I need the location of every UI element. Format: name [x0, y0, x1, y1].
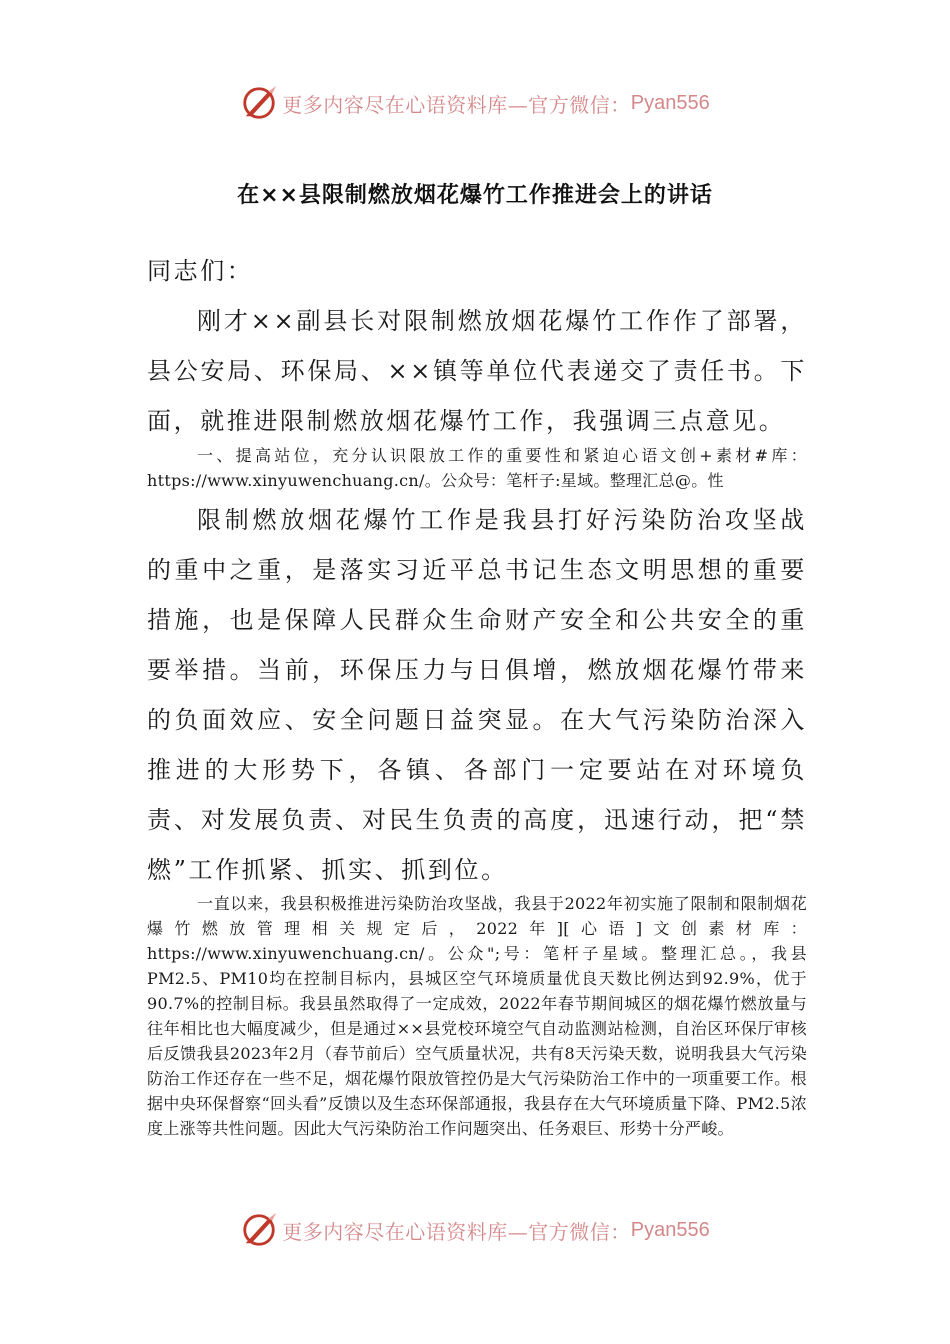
- banner-wechat-id: Pyan556: [630, 1218, 710, 1241]
- header-banner: [0, 83, 950, 123]
- document-title: 在××县限制燃放烟花爆竹工作推进会上的讲话: [237, 183, 713, 208]
- banner-wechat-id: Pyan556: [630, 91, 710, 114]
- quill-logo-icon: [240, 84, 278, 122]
- paragraph-status: 一直以来，我县积极推进污染防治攻坚战，我县于2022年初实施了限制和限制烟花爆竹燃放管理相关规定后，2022年][心语]文创素材库：https://www.xinyuwenchuang.cn/。公众";号：笔杆子星域。整理汇总。，我县PM2.5、PM10均在控制目标内，县城区空气环境质量优良天数比例达到92.9%，优于90.7%的控制目标。我县虽然取得了一定成效，2022年春节期间城区的烟花爆竹燃放量与往年相比也大幅度减少，但是通过××县党校环境空气自动监测站检测，自治区环保厅审核后反馈我县2023年2月（春节前后）空气质量状况，共有8天污染天数，说明我县大气污染防治工作还存在一些不足，烟花爆竹限放管控仍是大气污染防治工作中的一项重要工作。根据中央环保督察“回头看”反馈以及生态环保部通报，我县存在大气环境质量下降、PM2.5浓度上涨等共性问题。因此大气污染防治工作问题突出、任务艰巨、形势十分严峻。: [147, 894, 807, 1138]
- banner-text: 更多内容尽在心语资料库—官方微信：: [282, 1219, 631, 1244]
- banner-text: 更多内容尽在心语资料库—官方微信：: [282, 92, 631, 117]
- quill-logo-icon: [240, 1211, 278, 1249]
- salutation: 同志们：: [147, 257, 254, 285]
- section-heading-1: 一、提高站位，充分认识限放工作的重要性和紧迫心语文创+素材#库：https://www.xinyuwenchuang.cn/。公众号：笔杆子:星域。整理汇总@。性: [147, 446, 807, 490]
- paragraph-intro: 刚才××副县长对限制燃放烟花爆竹工作作了部署，县公安局、环保局、××镇等单位代表递交了责任书。下面，就推进限制燃放烟花爆竹工作，我强调三点意见。: [147, 307, 807, 435]
- footer-banner: [0, 1210, 950, 1250]
- paragraph-importance: 限制燃放烟花爆竹工作是我县打好污染防治攻坚战的重中之重，是落实习近平总书记生态文明思想的重要措施，也是保障人民群众生命财产安全和公共安全的重要举措。当前，环保压力与日俱增，燃放烟花爆竹带来的负面效应、安全问题日益突显。在大气污染防治深入推进的大形势下，各镇、各部门一定要站在对环境负责、对发展负责、对民生负责的高度，迅速行动，把“禁燃”工作抓紧、抓实、抓到位。: [147, 506, 807, 884]
